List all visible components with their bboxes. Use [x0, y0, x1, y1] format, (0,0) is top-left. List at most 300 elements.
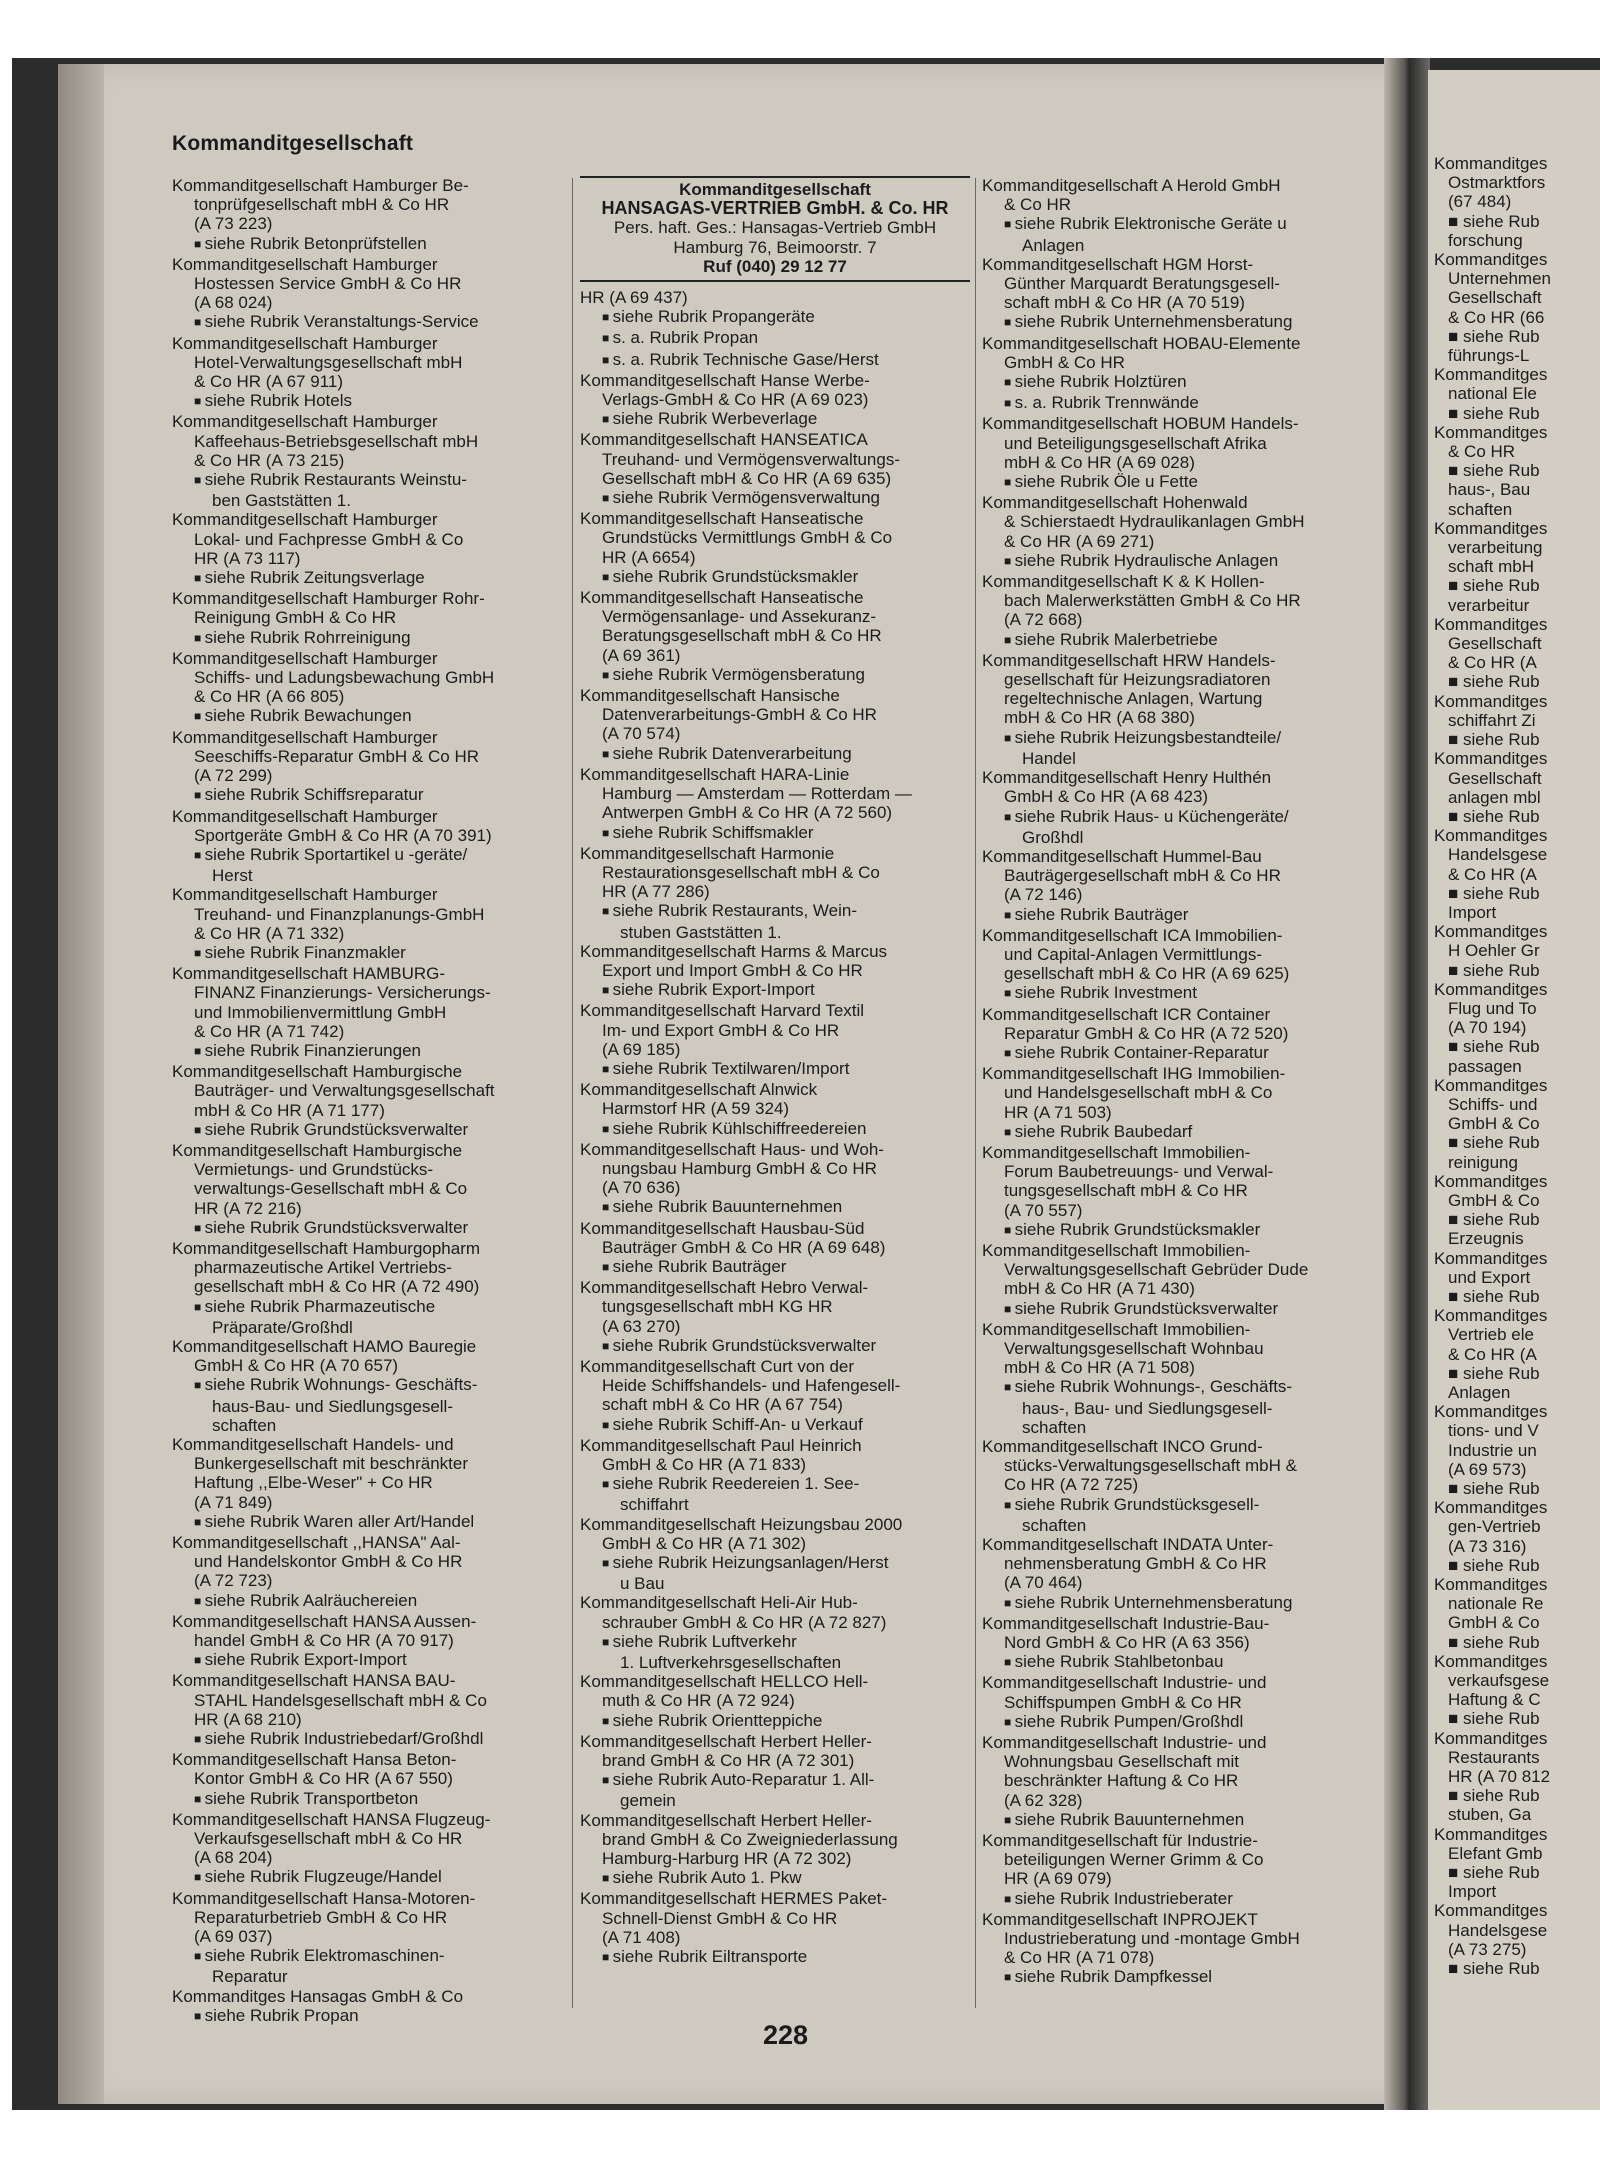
entry-detail-line: Seeschiffs-Reparatur GmbH & Co HR — [194, 746, 480, 766]
entry-reference: ■ siehe Rubrik Zeitungsverlage — [172, 568, 567, 589]
entry-detail-line: & Co HR (A 73 215) — [194, 450, 345, 470]
entry-reference: ■ siehe Rubrik Bauunternehmen — [580, 1197, 970, 1218]
entry-firm-name: Kommanditgesellschaft HANSA Flugzeug- — [172, 1809, 491, 1829]
entry-reference-continued: gemein — [620, 1791, 676, 1811]
entry-reference: ■ siehe Rubrik Unternehmensberatung — [982, 1593, 1382, 1614]
right-page-line: forschung — [1448, 230, 1523, 250]
entry-detail-line: Beratungsgesellschaft mbH & Co HR — [602, 626, 882, 646]
right-page-line: tions- und V — [1448, 1421, 1539, 1441]
entry-firm-name: Kommanditgesellschaft Herbert Heller- — [580, 1731, 872, 1751]
directory-entry — [172, 412, 567, 510]
right-page-line: ■ siehe Rub — [1448, 806, 1540, 826]
entry-detail-line: nungsbau Hamburg GmbH & Co HR — [602, 1158, 877, 1178]
directory-entry — [172, 1750, 567, 1810]
directory-column-1 — [172, 176, 567, 2027]
entry-firm-name: Kommanditgesellschaft HGM Horst- — [982, 254, 1254, 274]
directory-entry — [580, 1889, 970, 1968]
entry-reference-continued: Herst — [212, 866, 253, 886]
right-page-line: nationale Re — [1448, 1594, 1544, 1614]
entry-reference-continued: haus-Bau- und Siedlungsgesell- — [212, 1396, 453, 1416]
entry-reference-continued: Anlagen — [1022, 235, 1085, 255]
right-page-line: GmbH & Co — [1448, 1114, 1540, 1134]
entry-reference: ■ siehe Rubrik Pharmazeutische — [172, 1297, 567, 1318]
entry-detail-line: & Schierstaedt Hydraulikanlagen GmbH — [1004, 512, 1305, 532]
right-page-line: Kommanditges — [1434, 1402, 1548, 1422]
directory-entry — [982, 1320, 1382, 1437]
entry-firm-name: Kommanditgesellschaft Hamburger — [172, 806, 438, 826]
entry-reference-continued: 1. Luftverkehrsgesellschaften — [620, 1653, 842, 1673]
entry-reference: ■ siehe Rubrik Orientteppiche — [580, 1711, 970, 1732]
entry-detail-line: HR (A 77 286) — [602, 882, 710, 902]
entry-detail-line: & Co HR (A 67 911) — [194, 372, 343, 392]
right-page-line: ■ siehe Rub — [1448, 211, 1540, 231]
right-page-line: Handelsgese — [1448, 1920, 1548, 1940]
entry-detail-line: Verwaltungsgesellschaft Gebrüder Dude — [1004, 1260, 1309, 1280]
entry-detail-line: (A 62 328) — [1004, 1790, 1083, 1810]
entry-reference-continued: Präparate/Großhdl — [212, 1317, 353, 1337]
entry-detail-line: mbH & Co HR (A 68 380) — [1004, 708, 1195, 728]
right-page-line: Kommanditges — [1434, 614, 1548, 634]
entry-detail-line: Bauträger GmbH & Co HR (A 69 648) — [602, 1237, 886, 1257]
entry-detail-line: Hamburg-Harburg HR (A 72 302) — [602, 1849, 852, 1869]
entry-reference: ■ siehe Rubrik Werbeverlage — [580, 409, 970, 430]
right-page-line: Kommanditges — [1434, 1728, 1548, 1748]
entry-detail-line: schaft mbH & Co HR (A 67 754) — [602, 1395, 843, 1415]
ad-title: Kommanditgesellschaft — [679, 180, 871, 199]
entry-firm-name: Kommanditgesellschaft Hanseatische — [580, 588, 864, 608]
directory-entry — [982, 1614, 1382, 1674]
entry-firm-name: Kommanditgesellschaft Hamburger — [172, 510, 438, 530]
right-page-line: ■ siehe Rub — [1448, 1363, 1540, 1383]
entry-detail-line: Bunkergesellschaft mit beschränkter — [194, 1454, 469, 1474]
right-page-line: Kommanditges — [1434, 1498, 1548, 1518]
entry-detail-line: Vermietungs- und Grundstücks- — [194, 1160, 434, 1180]
entry-detail-line: mbH & Co HR (A 71 508) — [1004, 1358, 1195, 1378]
entry-detail-line: HR (A 6654) — [602, 547, 696, 567]
directory-entry — [580, 430, 970, 509]
right-page-line: & Co HR (66 — [1448, 307, 1545, 327]
entry-reference: ■ siehe Rubrik Luftverkehr — [580, 1632, 970, 1653]
entry-reference: ■ siehe Rubrik Hotels — [172, 391, 567, 412]
entry-firm-name: Kommanditgesellschaft Hamburger Be- — [172, 176, 469, 195]
entry-reference: ■ siehe Rubrik Heizungsbestandteile/ — [982, 728, 1382, 749]
right-page-line: ■ siehe Rub — [1448, 1037, 1540, 1057]
directory-entry — [172, 964, 567, 1062]
entry-reference-continued: schiffahrt — [620, 1495, 689, 1515]
entry-detail-line: beteiligungen Werner Grimm & Co — [1004, 1850, 1264, 1870]
entry-detail-line: Reparatur GmbH & Co HR (A 72 520) — [1004, 1023, 1289, 1043]
entry-reference: ■ siehe Rubrik Investment — [982, 983, 1382, 1004]
directory-entry — [580, 1593, 970, 1672]
entry-firm-name: Kommanditgesellschaft K & K Hollen- — [982, 572, 1265, 592]
entry-reference: ■ siehe Rubrik Auto 1. Pkw — [580, 1868, 970, 1889]
directory-entry — [982, 651, 1382, 768]
right-page-line: ■ siehe Rub — [1448, 1863, 1540, 1883]
entry-firm-name: Kommanditgesellschaft Hamburger — [172, 333, 438, 353]
entry-reference: ■ siehe Rubrik Industriebedarf/Großhdl — [172, 1729, 567, 1750]
directory-entry — [982, 176, 1382, 255]
entry-firm-name: Kommanditgesellschaft Hamburger Rohr- — [172, 589, 485, 609]
entry-reference: ■ siehe Rubrik Waren aller Art/Handel — [172, 1512, 567, 1533]
entry-firm-name: Kommanditgesellschaft Hansa Beton- — [172, 1750, 457, 1770]
entry-detail-line: (A 70 636) — [602, 1178, 681, 1198]
entry-reference: ■ siehe Rubrik Restaurants Weinstu- — [172, 470, 567, 491]
right-page-line: ■ siehe Rub — [1448, 1479, 1540, 1499]
entry-detail-line: (A 63 270) — [602, 1316, 681, 1336]
entry-detail-line: tungsgesellschaft mbH & Co HR — [1004, 1181, 1248, 1201]
entry-firm-name: Kommanditgesellschaft Henry Hulthén — [982, 768, 1272, 788]
right-page-line: ■ siehe Rub — [1448, 672, 1540, 692]
directory-entry — [172, 1533, 567, 1612]
entry-reference: ■ siehe Rubrik Elektronische Geräte u — [982, 214, 1382, 235]
entry-reference: ■ siehe Rubrik Holztüren — [982, 372, 1382, 393]
entry-reference-continued: schaften — [212, 1415, 277, 1435]
entry-firm-name: Kommanditgesellschaft Hamburgische — [172, 1062, 463, 1082]
directory-entry — [580, 942, 970, 1002]
directory-entry — [982, 1910, 1382, 1989]
right-page-line: Kommanditges — [1434, 1651, 1548, 1671]
entry-reference: ■ siehe Rubrik Grundstücksverwalter — [172, 1218, 567, 1239]
entry-reference: ■ siehe Rubrik Sportartikel u -geräte/ — [172, 845, 567, 866]
entry-firm-name: Kommanditgesellschaft HAMBURG- — [172, 964, 446, 984]
directory-entry — [982, 1831, 1382, 1910]
right-page-column — [1434, 154, 1600, 1978]
entry-detail-line: Grundstücks Vermittlungs GmbH & Co — [602, 528, 893, 548]
entry-firm-name: Kommanditgesellschaft Hamburger — [172, 648, 438, 668]
directory-entry — [982, 768, 1382, 847]
entry-firm-name: Kommanditgesellschaft Immobilien- — [982, 1240, 1251, 1260]
right-page-line: Vertrieb ele — [1448, 1325, 1534, 1345]
right-page-line: schiffahrt Zi — [1448, 710, 1536, 730]
entry-reference: ■ siehe Rubrik Malerbetriebe — [982, 630, 1382, 651]
right-page-line: verarbeitung — [1448, 538, 1543, 558]
directory-entry — [172, 1239, 567, 1337]
entry-firm-name: Kommanditgesellschaft Herbert Heller- — [580, 1810, 872, 1830]
entry-reference: ■ siehe Rubrik Export-Import — [580, 980, 970, 1001]
right-page-line: ■ siehe Rub — [1448, 1286, 1540, 1306]
directory-entry — [172, 1612, 567, 1672]
right-page-line: Erzeugnis — [1448, 1229, 1524, 1249]
entry-detail-line: brand GmbH & Co HR (A 72 301) — [602, 1751, 855, 1771]
directory-entry — [580, 509, 970, 588]
entry-reference: ■ siehe Rubrik Grundstücksverwalter — [172, 1120, 567, 1141]
directory-entry — [580, 1278, 970, 1357]
right-page-line: Haftung & C — [1448, 1690, 1541, 1710]
entry-detail-line: Treuhand- und Vermögensverwaltungs- — [602, 449, 900, 469]
entry-firm-name: Kommanditgesellschaft INPROJEKT — [982, 1909, 1258, 1929]
right-page-line: Kommanditges — [1434, 979, 1548, 999]
entry-reference: ■ siehe Rubrik Wohnungs-, Geschäfts- — [982, 1377, 1382, 1398]
directory-entry — [580, 1140, 970, 1219]
entry-detail-line: HR (A 72 216) — [194, 1198, 302, 1218]
right-page-line: HR (A 70 812 — [1448, 1767, 1551, 1787]
entry-firm-name: Kommanditgesellschaft HOBUM Handels- — [982, 414, 1299, 434]
entry-detail-line: verwaltungs-Gesellschaft mbH & Co — [194, 1179, 468, 1199]
entry-reference: ■ siehe Rubrik Elektromaschinen- — [172, 1946, 567, 1967]
column-2-entries — [580, 371, 970, 1968]
directory-entry — [172, 728, 567, 807]
entry-detail-line: Lokal- und Fachpresse GmbH & Co — [194, 529, 464, 549]
directory-entry — [580, 844, 970, 942]
entry-detail-line: GmbH & Co HR (A 68 423) — [1004, 787, 1209, 807]
entry-detail-line: & Co HR (A 66 805) — [194, 687, 345, 707]
entry-detail-line: tonprüfgesellschaft mbH & Co HR — [194, 195, 450, 215]
directory-entry — [580, 686, 970, 765]
directory-entry — [982, 1143, 1382, 1241]
directory-entry — [580, 1357, 970, 1436]
entry-detail-line: Datenverarbeitungs-GmbH & Co HR — [602, 705, 877, 725]
entry-firm-name: Kommanditgesellschaft Paul Heinrich — [580, 1435, 862, 1455]
entry-detail-line: mbH & Co HR (A 71 430) — [1004, 1279, 1195, 1299]
entry-detail-line: (A 70 464) — [1004, 1573, 1083, 1593]
directory-entry — [982, 414, 1382, 493]
directory-entry — [172, 1889, 567, 1987]
entry-reference: ■ siehe Rubrik Grundstücksverwalter — [982, 1299, 1382, 1320]
right-page-line: verarbeitur — [1448, 595, 1530, 615]
entry-firm-name: Kommanditgesellschaft Immobilien- — [982, 1142, 1251, 1162]
entry-reference: ■ siehe Rubrik Industrieberater — [982, 1889, 1382, 1910]
entry-firm-name: Kommanditgesellschaft Hamburger — [172, 727, 438, 747]
entry-firm-name: Kommanditgesellschaft Hohenwald — [982, 493, 1248, 513]
entry-detail-line: (A 72 299) — [194, 766, 273, 786]
entry-detail-line: Hostessen Service GmbH & Co HR — [194, 274, 462, 294]
right-page-line: Kommanditges — [1434, 922, 1548, 942]
entry-reference-continued: haus-, Bau- und Siedlungsgesell- — [1022, 1398, 1273, 1418]
entry-reference: ■ siehe Rubrik Grundstücksverwalter — [580, 1336, 970, 1357]
directory-entry — [982, 1241, 1382, 1320]
right-page — [1428, 70, 1600, 2110]
entry-detail-line: brand GmbH & Co Zweigniederlassung — [602, 1829, 898, 1849]
right-page-line: ■ siehe Rub — [1448, 730, 1540, 750]
entry-firm-name: Kommanditges Hansagas GmbH & Co — [172, 1986, 464, 2006]
right-page-line: Kommanditges — [1434, 1824, 1548, 1844]
ad-company-name: HANSAGAS-VERTRIEB GmbH. & Co. HR — [601, 198, 949, 219]
entry-reference-continued: Reparatur — [212, 1967, 288, 1987]
directory-entry — [172, 510, 567, 589]
entry-reference: ■ siehe Rubrik Aalräuchereien — [172, 1591, 567, 1612]
entry-detail-line: Heide Schiffshandels- und Hafengesell- — [602, 1376, 901, 1396]
entry-reference: ■ siehe Rubrik Vermögensberatung — [580, 665, 970, 686]
right-page-line: Kommanditges — [1434, 365, 1548, 385]
directory-entry — [172, 1062, 567, 1141]
entry-detail-line: Günther Marquardt Beratungsgesell- — [1004, 274, 1280, 294]
right-page-line: Industrie un — [1448, 1440, 1537, 1460]
entry-detail-line: (A 72 723) — [194, 1571, 273, 1591]
entry-firm-name: Kommanditgesellschaft Hamburger — [172, 412, 438, 432]
entry-detail-line: Gesellschaft mbH & Co HR (A 69 635) — [602, 468, 892, 488]
entry-reference: ■ siehe Rubrik Datenverarbeitung — [580, 744, 970, 765]
entry-detail-line: HR (A 73 117) — [194, 548, 301, 568]
entry-detail-line: (A 70 574) — [602, 724, 681, 744]
entry-firm-name: Kommanditgesellschaft Hansa-Motoren- — [172, 1888, 476, 1908]
right-page-line: Restaurants — [1448, 1747, 1540, 1767]
entry-firm-name: Kommanditgesellschaft ICR Container — [982, 1004, 1271, 1024]
entry-detail-line: STAHL Handelsgesellschaft mbH & Co — [194, 1690, 487, 1710]
entry-reference: ■ siehe Rubrik Auto-Reparatur 1. All- — [580, 1770, 970, 1791]
entry-firm-name: Kommanditgesellschaft HANSEATICA — [580, 430, 868, 450]
directory-entry — [580, 1080, 970, 1140]
right-page-line: Kommanditges — [1434, 1075, 1548, 1095]
entry-detail-line: und Immobilienvermittlung GmbH — [194, 1002, 447, 1022]
right-page-line: ■ siehe Rub — [1448, 1709, 1540, 1729]
entry-detail-line: handel GmbH & Co HR (A 70 917) — [194, 1631, 454, 1651]
right-page-line: ■ siehe Rub — [1448, 1959, 1540, 1979]
entry-firm-name: Kommanditgesellschaft Handels- und — [172, 1435, 454, 1454]
entry-reference: ■ siehe Rubrik Betonprüfstellen — [172, 234, 567, 255]
entry-reference: ■ s. a. Rubrik Technische Gase/Herst — [580, 350, 970, 371]
entry-firm-name: Kommanditgesellschaft A Herold GmbH — [982, 176, 1281, 195]
entry-detail-line: gesellschaft für Heizungsradiatoren — [1004, 670, 1271, 690]
entry-firm-name: Kommanditgesellschaft ICA Immobilien- — [982, 925, 1283, 945]
entry-reference: ■ siehe Rubrik Unternehmensberatung — [982, 312, 1382, 333]
entry-firm-name: Kommanditgesellschaft HELLCO Hell- — [580, 1672, 869, 1692]
entry-reference: ■ siehe Rubrik Bauunternehmen — [982, 1810, 1382, 1831]
entry-firm-name: Kommanditgesellschaft Hanse Werbe- — [580, 370, 870, 390]
entry-reference: ■ siehe Rubrik Bauträger — [580, 1257, 970, 1278]
directory-entry — [172, 885, 567, 964]
directory-entry — [172, 649, 567, 728]
entry-reference-continued: stuben Gaststätten 1. — [620, 922, 782, 942]
entry-detail-line: und Beteiligungsgesellschaft Afrika — [1004, 433, 1267, 453]
entry-detail-line: & Co HR (A 71 742) — [194, 1021, 345, 1041]
entry-reference-continued: schaften — [1022, 1515, 1087, 1535]
right-page-line: Schiffs- und — [1448, 1094, 1538, 1114]
entry-detail-line: HR (A 68 210) — [194, 1709, 302, 1729]
right-page-line: Import — [1448, 1882, 1497, 1902]
entry-detail-line: (A 69 037) — [194, 1927, 273, 1947]
right-page-line: Gesellschaft — [1448, 634, 1542, 654]
right-page-line: haus-, Bau — [1448, 480, 1531, 500]
right-page-line: Kommanditges — [1434, 154, 1548, 173]
entry-firm-name: Kommanditgesellschaft Harvard Textil — [580, 1001, 865, 1021]
page-number: 228 — [763, 2020, 809, 2050]
directory-entry — [982, 1733, 1382, 1831]
directory-entry — [982, 572, 1382, 651]
entry-firm-name: Kommanditgesellschaft IHG Immobilien- — [982, 1064, 1286, 1084]
entry-detail-line: Verwaltungsgesellschaft Wohnbau — [1004, 1338, 1264, 1358]
directory-entry — [172, 1810, 567, 1889]
entry-register: HR (A 69 437) — [580, 288, 688, 308]
right-page-line: ■ siehe Rub — [1448, 883, 1540, 903]
right-page-line: Unternehmen — [1448, 269, 1552, 289]
entry-firm-name: Kommanditgesellschaft HARA-Linie — [580, 764, 850, 784]
entry-reference-continued: ben Gaststätten 1. — [212, 491, 351, 511]
entry-detail-line: (A 73 223) — [194, 214, 273, 234]
entry-reference: ■ siehe Rubrik Schiff-An- u Verkauf — [580, 1415, 970, 1436]
right-page-line: (A 69 573) — [1448, 1459, 1527, 1479]
entry-detail-line: Vermögensanlage- und Assekuranz- — [602, 607, 877, 627]
right-page-line: Kommanditges — [1434, 1901, 1548, 1921]
entry-reference: ■ siehe Rubrik Haus- u Küchengeräte/ — [982, 807, 1382, 828]
entry-firm-name: Kommanditgesellschaft HAMO Bauregie — [172, 1336, 477, 1356]
entry-detail-line: stücks-Verwaltungsgesellschaft mbH & — [1004, 1456, 1297, 1476]
right-page-line: ■ siehe Rub — [1448, 1210, 1540, 1230]
column-divider — [975, 178, 976, 2008]
entry-firm-name: Kommanditgesellschaft Industrie- und — [982, 1733, 1267, 1753]
ad-partner-line: Pers. haft. Ges.: Hansagas-Vertrieb GmbH — [613, 218, 937, 238]
right-page-line: GmbH & Co — [1448, 1190, 1540, 1210]
right-page-line: Elefant Gmb — [1448, 1843, 1543, 1863]
directory-entry — [172, 1671, 567, 1750]
directory-column-2 — [580, 176, 970, 1968]
entry-firm-name: Kommanditgesellschaft INDATA Unter- — [982, 1535, 1274, 1555]
directory-entry — [172, 255, 567, 334]
right-page-line: gen-Vertrieb — [1448, 1517, 1541, 1537]
entry-firm-name: Kommanditgesellschaft Hansische — [580, 686, 840, 706]
running-head: Kommanditgesellschaft — [172, 132, 414, 155]
entry-detail-line: Reparaturbetrieb GmbH & Co HR — [194, 1907, 448, 1927]
entry-reference: ■ siehe Rubrik Grundstücksmakler — [580, 567, 970, 588]
directory-entry — [982, 1673, 1382, 1733]
right-page-line: Kommanditges — [1434, 422, 1548, 442]
entry-firm-name: Kommanditgesellschaft Industrie- und — [982, 1673, 1267, 1693]
entry-firm-name: Kommanditgesellschaft Hanseatische — [580, 509, 864, 529]
entry-detail-line: Schiffspumpen GmbH & Co HR — [1004, 1692, 1242, 1712]
entry-detail-line: Verlags-GmbH & Co HR (A 69 023) — [602, 390, 869, 410]
right-page-line: ■ siehe Rub — [1448, 1133, 1540, 1153]
entry-firm-name: Kommanditgesellschaft HRW Handels- — [982, 650, 1276, 670]
entry-reference-continued: Großhdl — [1022, 827, 1084, 847]
entry-detail-line: (A 69 185) — [602, 1039, 681, 1059]
column-divider — [572, 178, 573, 2008]
entry-detail-line: (A 72 146) — [1004, 885, 1083, 905]
directory-entry — [982, 493, 1382, 572]
entry-reference: ■ siehe Rubrik Bewachungen — [172, 706, 567, 727]
directory-entry — [172, 1337, 567, 1435]
entry-reference: ■ s. a. Rubrik Trennwände — [982, 393, 1382, 414]
entry-detail-line: Nord GmbH & Co HR (A 63 356) — [1004, 1633, 1250, 1653]
entry-detail-line: Reinigung GmbH & Co HR — [194, 608, 397, 628]
entry-reference: ■ siehe Rubrik Grundstücksgesell- — [982, 1495, 1382, 1516]
entry-detail-line: Export und Import GmbH & Co HR — [602, 960, 863, 980]
directory-entry — [580, 588, 970, 686]
ad-phone: Ruf (040) 29 12 77 — [703, 256, 847, 276]
right-page-line: Handelsgese — [1448, 845, 1548, 865]
entry-detail-line: (A 70 557) — [1004, 1200, 1083, 1220]
directory-entry — [172, 1435, 567, 1533]
right-page-line: Kommanditges — [1434, 518, 1548, 538]
entry-reference: ■ siehe Rubrik Export-Import — [172, 1650, 567, 1671]
right-page-line: ■ siehe Rub — [1448, 1632, 1540, 1652]
entry-reference: ■ siehe Rubrik Eiltransporte — [580, 1947, 970, 1968]
directory-entry — [172, 334, 567, 413]
right-page-line: verkaufsgese — [1448, 1671, 1550, 1691]
right-page-line: ■ siehe Rub — [1448, 960, 1540, 980]
entry-detail-line: Schnell-Dienst GmbH & Co HR — [602, 1908, 838, 1928]
entry-reference: ■ siehe Rubrik Propangeräte — [580, 307, 970, 328]
directory-entry — [172, 176, 567, 255]
right-page-line: Kommanditges — [1434, 826, 1548, 846]
right-page-line: Kommanditges — [1434, 749, 1548, 769]
entry-detail-line: Sportgeräte GmbH & Co HR (A 70 391) — [194, 825, 492, 845]
advertisement-box — [580, 176, 970, 282]
entry-detail-line: schrauber GmbH & Co HR (A 72 827) — [602, 1612, 887, 1632]
right-page-line: & Co HR (A — [1448, 653, 1537, 673]
right-page-line: Kommanditges — [1434, 1306, 1548, 1326]
directory-entry — [982, 926, 1382, 1005]
directory-entry — [580, 1672, 970, 1732]
entry-reference: ■ siehe Rubrik Schiffsmakler — [580, 823, 970, 844]
entry-firm-name: Kommanditgesellschaft Hummel-Bau — [982, 846, 1262, 866]
entry-detail-line: & Co HR (A 69 271) — [1004, 531, 1155, 551]
entry-reference: ■ siehe Rubrik Bauträger — [982, 905, 1382, 926]
right-page-line: und Export — [1448, 1267, 1531, 1287]
entry-detail-line: HR (A 69 079) — [1004, 1869, 1112, 1889]
entry-reference: ■ siehe Rubrik Container-Reparatur — [982, 1043, 1382, 1064]
entry-reference-continued: u Bau — [620, 1574, 665, 1594]
entry-detail-line: schaft mbH & Co HR (A 70 519) — [1004, 293, 1245, 313]
entry-reference: ■ siehe Rubrik Flugzeuge/Handel — [172, 1867, 567, 1888]
